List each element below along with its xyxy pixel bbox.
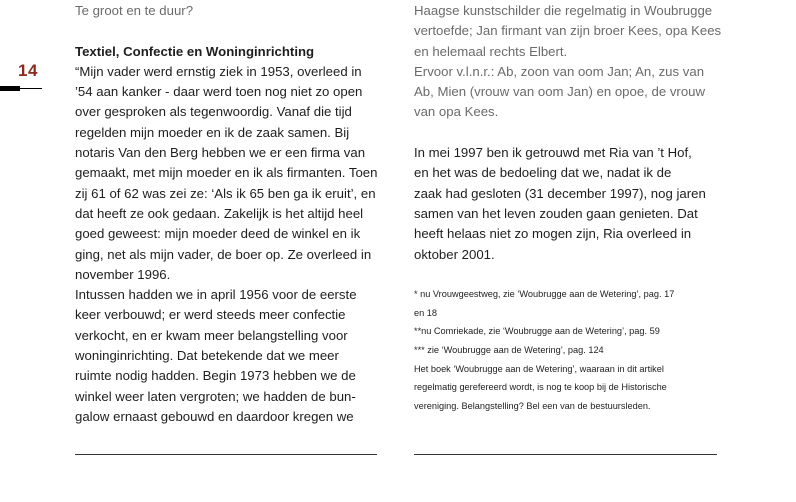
body-line: ruimte nodig hadden. Begin 1973 hebben we de xyxy=(75,368,356,384)
body-line: oktober 2001. xyxy=(414,246,495,262)
paragraph-spacer xyxy=(414,265,724,275)
section-heading: Textiel, Confectie en Woninginrichting xyxy=(75,43,315,59)
body-line: regelden mijn moeder en ik de zaak samen. Bij xyxy=(75,124,350,140)
left-column xyxy=(75,1,385,427)
right-bottom-rule xyxy=(414,454,717,455)
body-line: zij 61 of 62 was zei ze: ‘Als ik 65 ben ga ik eruit’, en xyxy=(75,185,376,201)
body-line: verkocht, en er kwam meer belangstelling voor xyxy=(75,327,348,343)
body-line: november 1996. xyxy=(75,266,171,282)
caption-line: van opa Kees. xyxy=(414,104,499,120)
body-line: over gesproken als tegenwoordig. Vanaf die tijd xyxy=(75,104,352,120)
paragraph-spacer xyxy=(414,275,724,285)
body-line: ging, net als mijn vader, de boer op. Ze overleed in xyxy=(75,246,372,262)
paragraph-spacer xyxy=(414,123,724,143)
page-number-rule xyxy=(20,88,42,89)
left-bottom-rule xyxy=(75,454,377,455)
caption-line: en helemaal rechts Elbert. xyxy=(414,43,568,59)
body-line: heeft helaas niet zo mogen zijn, Ria overleed in xyxy=(414,226,692,242)
body-line: gemaakt, met mijn moeder en ik als firmanten. Toen xyxy=(75,165,378,181)
body-line: samen van het leven zouden gaan genieten. Dat xyxy=(414,205,698,221)
right-column xyxy=(414,1,724,416)
intro-question-line: Te groot en te duur? xyxy=(75,3,194,18)
body-line: galow ernaast gebouwd en daardoor kregen we xyxy=(75,408,354,424)
footnote-line: en 18 xyxy=(414,307,437,318)
caption-line: Ervoor v.l.n.r.: Ab, zoon van oom Jan; An, zus van xyxy=(414,63,705,79)
paragraph-spacer xyxy=(75,21,385,41)
body-line: winkel weer laten vergroten; we hadden de bun- xyxy=(75,388,356,404)
caption-line: Haagse kunstschilder die regelmatig in Woubrugge xyxy=(414,3,713,18)
page-number: 14 xyxy=(18,61,38,80)
body-line: notaris Van den Berg hebben we er een firma van xyxy=(75,145,366,161)
body-line: keer verbouwd; er werd steeds meer confectie xyxy=(75,307,346,323)
body-line: “Mijn vader werd ernstig ziek in 1953, overleed in xyxy=(75,63,362,79)
body-line: Intussen hadden we in april 1956 voor de eerste xyxy=(75,287,357,303)
footnote-line: * nu Vrouwgeestweg, zie ‘Woubrugge aan de Wetering’, pag. 17 xyxy=(414,288,675,299)
body-line: en het was de bedoeling dat we, nadat ik de xyxy=(414,165,672,181)
body-line: ’54 aan kanker - daar werd toen nog niet zo open xyxy=(75,84,363,100)
footnote-line: **nu Comriekade, zie ‘Woubrugge aan de Wetering’, pag. 59 xyxy=(414,326,660,337)
page-number-bar xyxy=(0,86,20,91)
body-line: dat heeft ze ook gedaan. Zakelijk is het altijd heel xyxy=(75,205,364,221)
body-line: goed geweest: mijn moeder deed de winkel en ik xyxy=(75,226,361,242)
body-line: In mei 1997 ben ik getrouwd met Ria van ’t Hof, xyxy=(414,145,692,161)
footnote-line: regelmatig gerefereerd wordt, is nog te koop bij de Historische xyxy=(414,382,667,393)
caption-line: Ab, Mien (vrouw van oom Jan) en opoe, de vrouw xyxy=(414,84,706,100)
footnote-line: Het boek ‘Woubrugge aan de Wetering’, waaraan in dit artikel xyxy=(414,363,664,374)
footnote-line: vereniging. Belangstelling? Bel een van de bestuursleden. xyxy=(414,400,651,411)
body-line: zaak had gesloten (31 december 1997), nog jaren xyxy=(414,185,706,201)
caption-line: vertoefde; Jan firmant van zijn broer Kees, opa Kees xyxy=(414,23,722,39)
footnote-line: *** zie ‘Woubrugge aan de Wetering’, pag. 124 xyxy=(414,344,604,355)
body-line: woninginrichting. Dat betekende dat we meer xyxy=(75,348,339,364)
